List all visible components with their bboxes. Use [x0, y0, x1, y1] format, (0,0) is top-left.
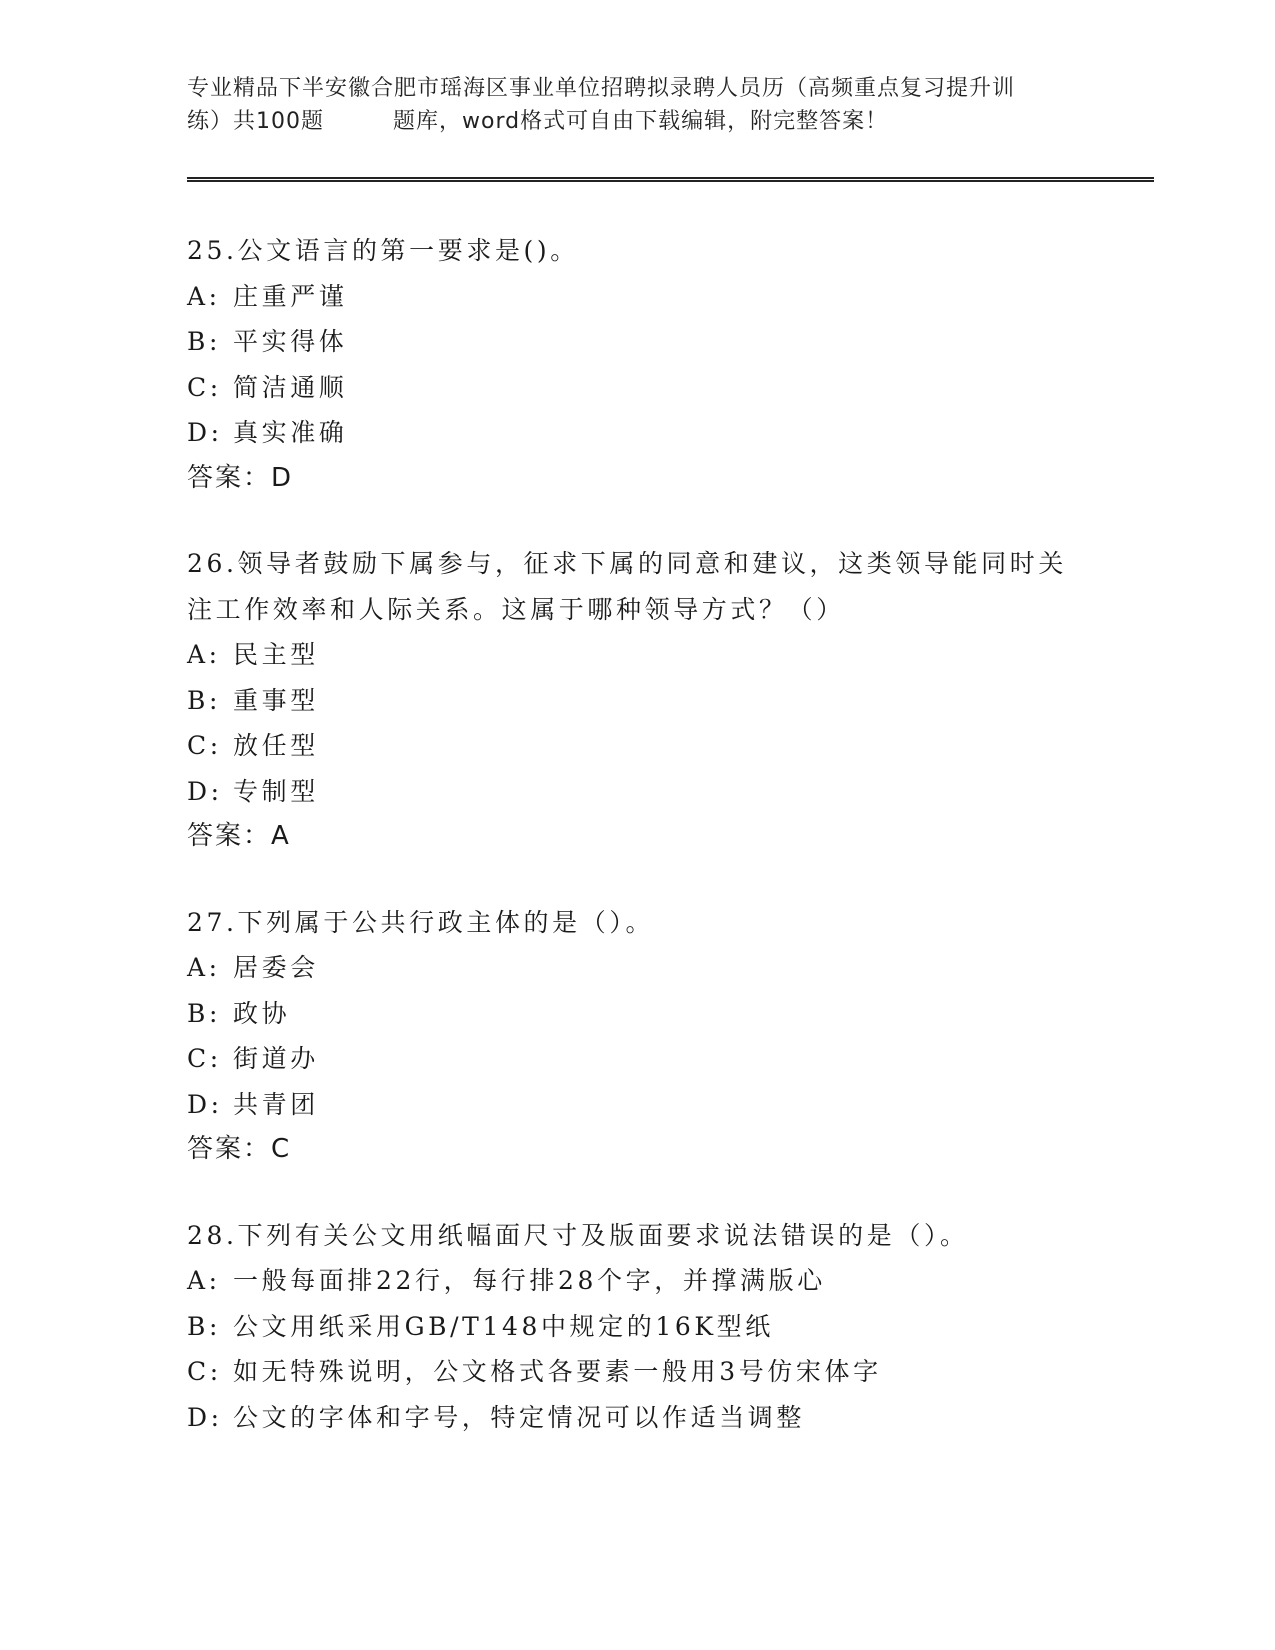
option-key: B:: [187, 685, 221, 715]
option-d: [187, 769, 1087, 815]
option-d: [187, 1082, 1087, 1128]
question-stem: 27.下列属于公共行政主体的是（）。: [187, 907, 655, 937]
answer-line: 答案：A: [187, 821, 291, 851]
option-text: 放任型: [233, 731, 319, 760]
answer-line: 答案：D: [187, 462, 294, 493]
option-text: 共青团: [233, 1089, 319, 1119]
option-d: [187, 1395, 1087, 1441]
question-stem-continued: 注工作效率和人际关系。这属于哪种领导方式？（）: [187, 594, 845, 624]
option-text: 街道办: [233, 1044, 319, 1073]
option-a: [187, 274, 1087, 320]
page-header: [187, 72, 1087, 138]
header-line-1: 专业精品下半安徽合肥市瑶海区事业单位招聘拟录聘人员历（高频重点复习提升训: [187, 76, 1016, 101]
header-line-2: 练）共100题 题库，word格式可自由下载编辑，附完整答案！: [187, 109, 889, 134]
option-key: C:: [187, 1357, 222, 1386]
option-text: 政协: [233, 998, 291, 1028]
option-c: [187, 365, 1087, 411]
option-a: [187, 1258, 1087, 1304]
option-text: 平实得体: [233, 327, 348, 356]
option-key: C:: [187, 731, 222, 760]
option-key: D:: [187, 776, 223, 806]
option-text: 一般每面排22行，每行排28个字，并撑满版心: [233, 1266, 826, 1295]
option-text: 民主型: [233, 640, 319, 669]
option-key: B:: [187, 998, 221, 1028]
option-b: [187, 678, 1087, 724]
option-text: 公文的字体和字号，特定情况可以作适当调整: [233, 1402, 806, 1432]
header-double-rule: [187, 177, 1154, 182]
question-stem: 26.领导者鼓励下属参与，征求下属的同意和建议，这类领导能同时关: [187, 549, 1067, 578]
option-key: A:: [187, 640, 221, 669]
option-c: [187, 1349, 1087, 1395]
option-text: 如无特殊说明，公文格式各要素一般用3号仿宋体字: [233, 1357, 882, 1386]
question-28: [187, 1213, 1087, 1441]
option-text: 庄重严谨: [233, 281, 348, 311]
question-26: [187, 541, 1087, 860]
option-key: A:: [187, 281, 221, 311]
option-d: [187, 410, 1087, 456]
question-list: [187, 228, 1087, 1480]
option-c: [187, 723, 1087, 769]
option-key: D:: [187, 1089, 223, 1119]
option-key: C:: [187, 1044, 222, 1073]
option-b: [187, 1304, 1087, 1350]
option-text: 居委会: [233, 953, 319, 982]
answer-line: 答案：C: [187, 1134, 292, 1164]
option-key: B:: [187, 327, 221, 356]
question-stem: 25.公文语言的第一要求是()。: [187, 236, 579, 265]
option-text: 真实准确: [233, 418, 348, 447]
option-text: 公文用纸采用GB/T148中规定的16K型纸: [233, 1311, 774, 1341]
option-c: [187, 1036, 1087, 1082]
option-b: [187, 991, 1087, 1037]
question-stem: 28.下列有关公文用纸幅面尺寸及版面要求说法错误的是（）。: [187, 1220, 969, 1250]
option-key: C:: [187, 372, 222, 402]
option-a: [187, 945, 1087, 991]
option-key: D:: [187, 1402, 223, 1432]
option-text: 专制型: [233, 776, 319, 806]
option-text: 重事型: [233, 685, 319, 715]
option-key: A:: [187, 1266, 221, 1295]
question-27: [187, 900, 1087, 1173]
option-key: A:: [187, 953, 221, 982]
option-b: [187, 319, 1087, 365]
option-text: 简洁通顺: [233, 372, 348, 402]
option-a: [187, 632, 1087, 678]
option-key: B:: [187, 1311, 221, 1341]
option-key: D:: [187, 418, 223, 447]
question-25: [187, 228, 1087, 501]
